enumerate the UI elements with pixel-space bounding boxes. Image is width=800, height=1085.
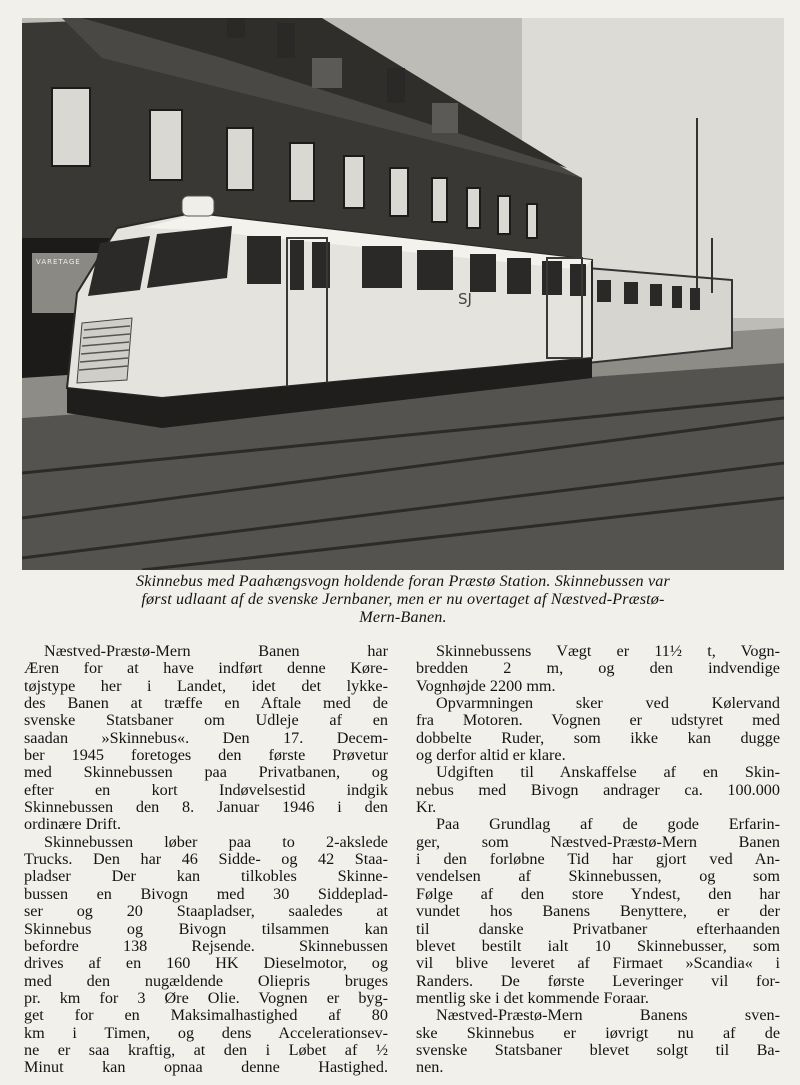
text-line: get for en Maksimalhastighed af 80: [24, 1006, 388, 1025]
text-line: Trucks. Den har 46 Sidde- og 42 Staa-: [24, 850, 388, 869]
text-line: og derfor altid er klare.: [416, 746, 566, 765]
text-line: Skinnebussen løber paa to 2-akslede: [44, 832, 388, 851]
text-line: Næstved-Præstø-Mern Banens sven-: [436, 1006, 780, 1025]
text-line: nebus med Bivogn andrager ca. 100.000: [416, 780, 780, 799]
text-line: til danske Privatbaner efterhaanden: [416, 919, 780, 938]
text-line: ger, som Næstved-Præstø-Mern Banen: [416, 832, 780, 851]
text-line: mentlig ske i det kommende Foraar.: [416, 988, 649, 1007]
text-line: Skinnebussen den 8. Januar 1946 i den: [24, 798, 388, 817]
text-line: ber 1945 foretoges den første Prøvetur: [24, 746, 388, 765]
text-line: pr. km for 3 Øre Olie. Vognen er byg-: [24, 988, 388, 1007]
text-line: svenske Statsbaner om Udleje af en: [24, 711, 388, 730]
text-line: blevet bestilt ialt 10 Skinnebusser, som: [416, 936, 780, 955]
caption-line: først udlaant af de svenske Jernbaner, men er nu overtaget af Næstved-Præstø-: [141, 590, 665, 608]
text-line: des Banen at træffe en Aftale med de: [24, 694, 388, 713]
text-line: nen.: [416, 1058, 444, 1077]
text-line: fra Motoren. Vognen er udstyret med: [416, 711, 780, 730]
photo-caption: [22, 572, 784, 626]
text-line: Randers. De første Leveringer vil for-: [416, 971, 780, 990]
text-line: befordre 138 Rejsende. Skinnebussen: [24, 936, 388, 955]
paragraph: [416, 764, 780, 816]
text-line: Følge af den store Yndest, den har: [416, 884, 780, 903]
text-line: vendelsen af Skinnebussen, og som: [416, 867, 780, 886]
text-line: ske Skinnebus er iøvrigt nu af de: [416, 1023, 780, 1042]
text-line: Paa Grundlag af de gode Erfarin-: [436, 815, 780, 834]
text-line: bredden 2 m, og den indvendige: [416, 659, 780, 678]
text-line: Opvarmningen sker ved Kølervand: [436, 694, 780, 713]
railbus-illustration: [22, 18, 784, 570]
paragraph: [416, 816, 780, 1007]
paragraph: [416, 695, 780, 764]
text-line: Æren for at have indført denne Køre-: [24, 659, 388, 678]
text-line: km i Timen, og dens Accelerationsev-: [24, 1023, 388, 1042]
text-line: tøjstype her i Landet, idet det lykke-: [24, 676, 388, 695]
text-line: drives af en 160 HK Dieselmotor, og: [24, 954, 388, 973]
shop-sign: VARETAGE: [36, 258, 81, 266]
text-line: Udgiften til Anskaffelse af en Skin-: [436, 763, 780, 782]
text-line: bussen en Bivogn med 30 Siddeplad-: [24, 884, 388, 903]
text-line: pladser Der kan tilkobles Skinne-: [24, 867, 388, 886]
station-photo: [22, 18, 784, 570]
text-line: i den forløbne Tid har gjort ved An-: [416, 850, 780, 869]
text-line: vil blive leveret af Firmaet »Scandia« i: [416, 954, 780, 973]
train-marking: SJ: [458, 290, 472, 308]
text-line: efter en kort Indøvelsestid indgik: [24, 780, 388, 799]
paragraph: [24, 643, 388, 834]
text-line: svenske Statsbaner blevet solgt til Ba-: [416, 1040, 780, 1059]
paragraph: [416, 643, 780, 695]
text-line: Vognhøjde 2200 mm.: [416, 676, 556, 695]
text-line: Skinnebussens Vægt er 11½ t, Vogn-: [436, 642, 780, 660]
paragraph: [24, 834, 388, 1077]
text-line: vundet hos Banens Benyttere, er der: [416, 902, 780, 921]
article-left-column: [24, 643, 388, 1077]
caption-line: Mern-Banen.: [359, 608, 447, 626]
article-right-column: [416, 643, 780, 1077]
text-line: med Skinnebussen paa Privatbanen, og: [24, 763, 388, 782]
text-line: med den nugældende Oliepris bruges: [24, 971, 388, 990]
text-line: dobbelte Ruder, som ikke kan dugge: [416, 728, 780, 747]
text-line: saadan »Skinnebus«. Den 17. Decem-: [24, 728, 388, 747]
paragraph: [416, 1007, 780, 1076]
text-line: ser og 20 Staapladser, saaledes at: [24, 902, 388, 921]
text-line: ne er saa kraftig, at den i Løbet af ½: [24, 1040, 388, 1059]
text-line: Kr.: [416, 798, 437, 817]
text-line: Minut kan opnaa denne Hastighed.: [24, 1058, 388, 1077]
text-line: ordinære Drift.: [24, 815, 122, 834]
text-line: Skinnebus og Bivogn tilsammen kan: [24, 919, 388, 938]
caption-line: Skinnebus med Paahængsvogn holdende foran Præstø Station. Skinnebussen var: [136, 572, 670, 590]
text-line: Næstved-Præstø-Mern Banen har: [44, 642, 388, 660]
